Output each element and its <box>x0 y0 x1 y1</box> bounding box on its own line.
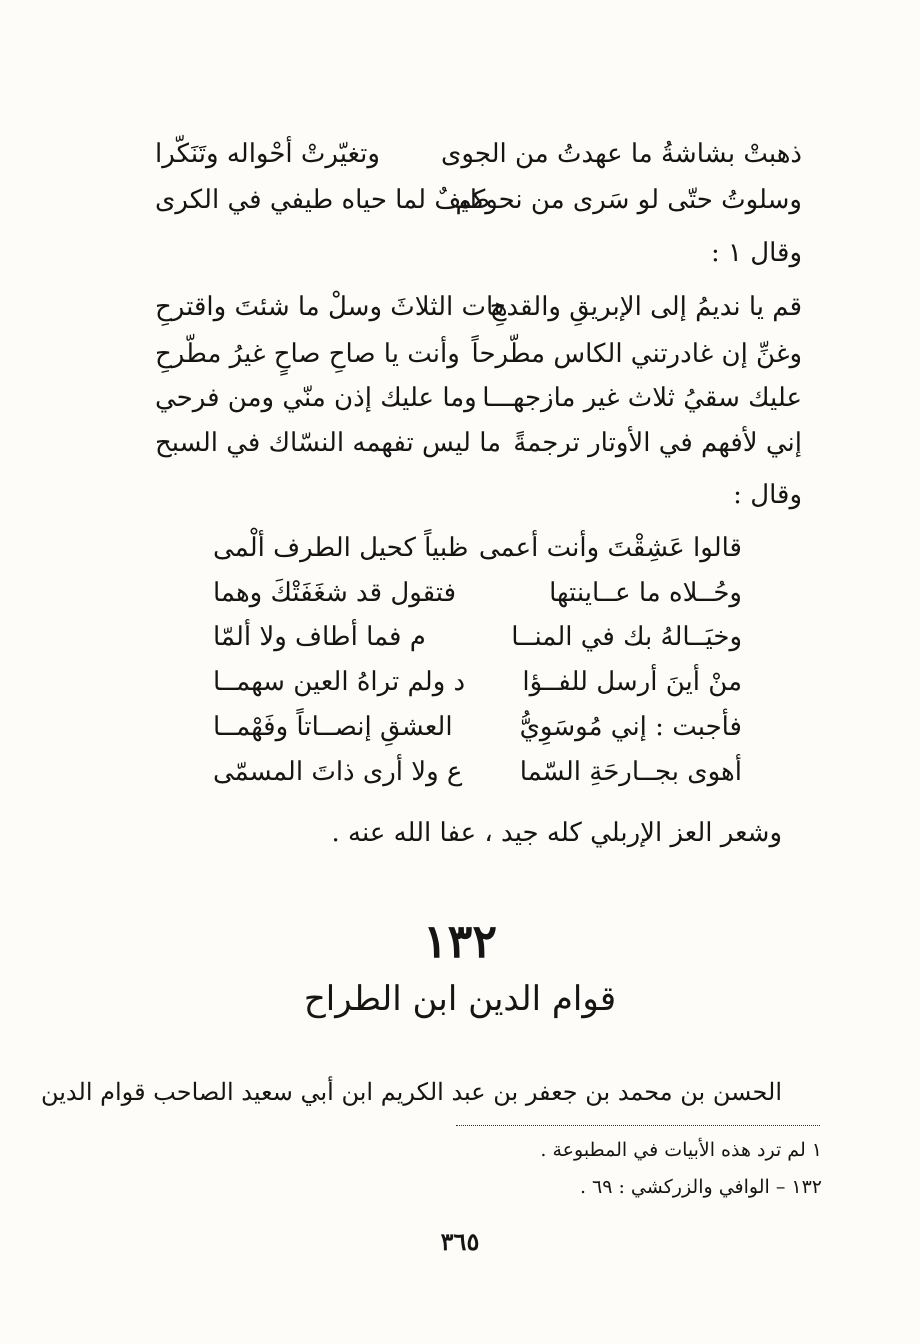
verse-3-5-hemistich-a: فأجبت : إني مُوسَوِيُّ <box>519 712 742 742</box>
verse-1-2-hemistich-a: وسلوتُ حتّى لو سَرى من نحوكم <box>455 185 802 215</box>
page-number: ٣٦٥ <box>440 1227 480 1256</box>
entry-number: ١٣٢ <box>422 914 498 968</box>
verse-3-4-hemistich-a: منْ أينَ أرسل للفــؤا <box>522 667 742 697</box>
verse-2-1-hemistich-a: قم يا نديمُ إلى الإبريقِ والقدحِ <box>489 292 802 322</box>
verse-3-3-hemistich-a: وخيَــالهُ بك في المنــا <box>511 622 742 652</box>
verse-2-3-hemistich-b: وما عليك إذن منّي ومن فرحي <box>155 383 477 413</box>
verse-3-2-hemistich-b: فتقول قد شغَفَتْكَ وهما <box>213 578 457 608</box>
verse-3-5-hemistich-b: العشقِ إنصــاتاً وفَهْمــا <box>213 712 453 742</box>
verse-3-2-hemistich-a: وحُــلاه ما عــاينتها <box>549 578 742 608</box>
closing-remark: وشعر العز الإربلي كله جيد ، عفا الله عنه . <box>331 818 782 848</box>
verse-2-3-hemistich-a: عليك سقيُ ثلاث غير مازجهـــا <box>482 383 802 413</box>
verse-3-6-hemistich-a: أهوى بجــارحَةِ السّما <box>519 757 742 787</box>
intro-qala-2: وقال : <box>733 480 802 510</box>
verse-3-1-hemistich-b: ظبياً كحيل الطرف ألْمى <box>213 533 469 563</box>
verse-3-6-hemistich-b: ع ولا أرى ذاتَ المسمّى <box>213 757 463 787</box>
footnote-2: ١٣٢ – الوافي والزركشي : ٦٩ . <box>579 1176 822 1198</box>
verse-3-3-hemistich-b: م فما أطاف ولا ألمّا <box>213 622 426 652</box>
verse-2-2-hemistich-b: وأنت يا صاحِ صاحٍ غيرُ مطّرحِ <box>155 339 460 369</box>
verse-1-2-hemistich-b: طيفٌ لما حياه طيفي في الكرى <box>155 185 490 215</box>
footnote-1: ١ لم ترد هذه الأبيات في المطبوعة . <box>540 1139 822 1161</box>
entry-title: قوام الدين ابن الطراح <box>303 979 617 1019</box>
verse-2-1-hemistich-b: هات الثلاثَ وسلْ ما شئتَ واقترحِ <box>155 292 508 322</box>
verse-1-1-hemistich-a: ذهبتْ بشاشةُ ما عهدتُ من الجوى <box>441 139 802 169</box>
verse-3-4-hemistich-b: د ولم تراهُ العين سهمــا <box>213 667 466 697</box>
verse-1-1-hemistich-b: وتغيّرتْ أحْواله وتَنَكّرا <box>155 139 380 169</box>
intro-qala-1: وقال ١ : <box>710 238 802 268</box>
footnote-divider <box>456 1125 820 1126</box>
verse-2-4-hemistich-b: ما ليس تفهمه النسّاك في السبح <box>155 428 502 458</box>
entry-first-line: الحسن بن محمد بن جعفر بن عبد الكريم ابن أبي سعيد الصاحب قوام الدين <box>40 1078 782 1106</box>
verse-2-4-hemistich-a: إني لأفهم في الأوتار ترجمةً <box>513 428 802 458</box>
verse-2-2-hemistich-a: وغنِّ إن غادرتني الكاس مطّرحاً <box>471 339 802 369</box>
verse-3-1-hemistich-a: قالوا عَشِقْتَ وأنت أعمى <box>478 533 742 563</box>
